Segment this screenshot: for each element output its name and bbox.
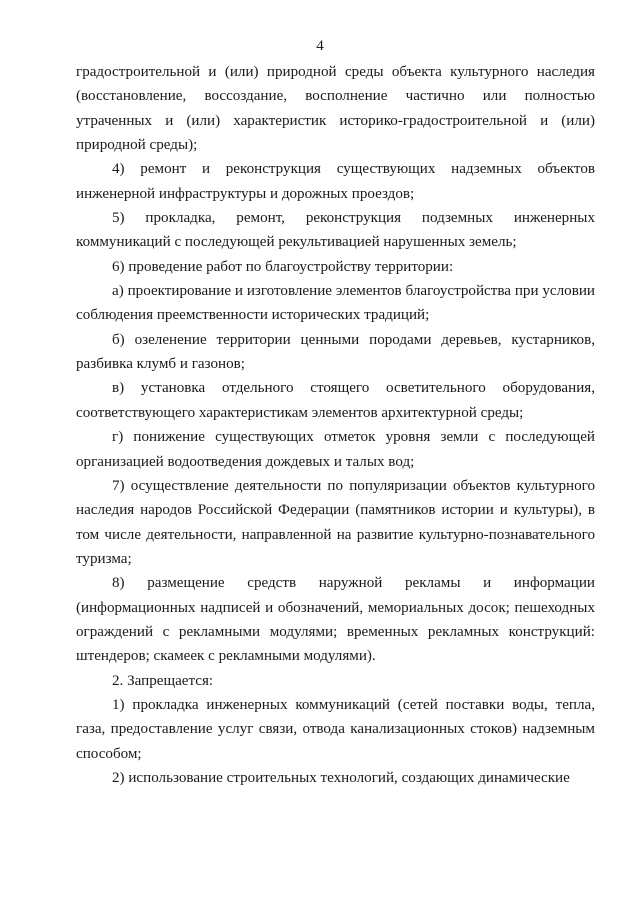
paragraph: 6) проведение работ по благоустройству территории: (112, 258, 454, 275)
document-body (76, 60, 595, 790)
paragraph: 2) использование строительных технологий, создающих динамические (112, 769, 570, 786)
paragraph: 5) прокладка, ремонт, реконструкция подземных инженерных коммуникаций с последующей рекультивацией нарушенных земель; (76, 210, 595, 251)
paragraph: б) озеленение территории ценными породами деревьев, кустарников, разбивка клумб и газонов; (76, 331, 595, 373)
paragraph: 1) прокладка инженерных коммуникаций (сетей поставки воды, тепла, газа, предоставление услуг связи, отвода канализационных стоков) надземным способом; (76, 696, 595, 762)
paragraph: 8) размещение средств наружной рекламы и информации (информационных надписей и обозначений, мемориальных досок; пешеходных ограждений с рекламными модулями; временных рекламных конструкций: штендеров; скамеек с рекламными модулями). (76, 575, 595, 665)
paragraph: градостроительной и (или) природной среды объекта культурного наследия (восстановление, воссоздание, восполнение частично или полностью утраченных и (или) характеристик историко-градостроительной и (или) природной среды); (76, 64, 595, 154)
page-number: 4 (316, 38, 324, 54)
paragraph: а) проектирование и изготовление элементов благоустройства при условии соблюдения преемственности исторических традиций; (76, 283, 595, 324)
paragraph: 2. Запрещается: (112, 672, 214, 689)
paragraph: в) установка отдельного стоящего осветительного оборудования, соответствующего характеристикам элементов архитектурной среды; (76, 380, 595, 421)
paragraph: 7) осуществление деятельности по популяризации объектов культурного наследия народов Российской Федерации (памятников истории и культуры), в том числе деятельности, направленной на развитие культурно-познавательного туризма; (76, 477, 595, 567)
paragraph: г) понижение существующих отметок уровня земли с последующей организацией водоотведения дождевых и талых вод; (76, 429, 595, 470)
paragraph: 4) ремонт и реконструкция существующих надземных объектов инженерной инфраструктуры и дорожных проездов; (76, 161, 595, 202)
